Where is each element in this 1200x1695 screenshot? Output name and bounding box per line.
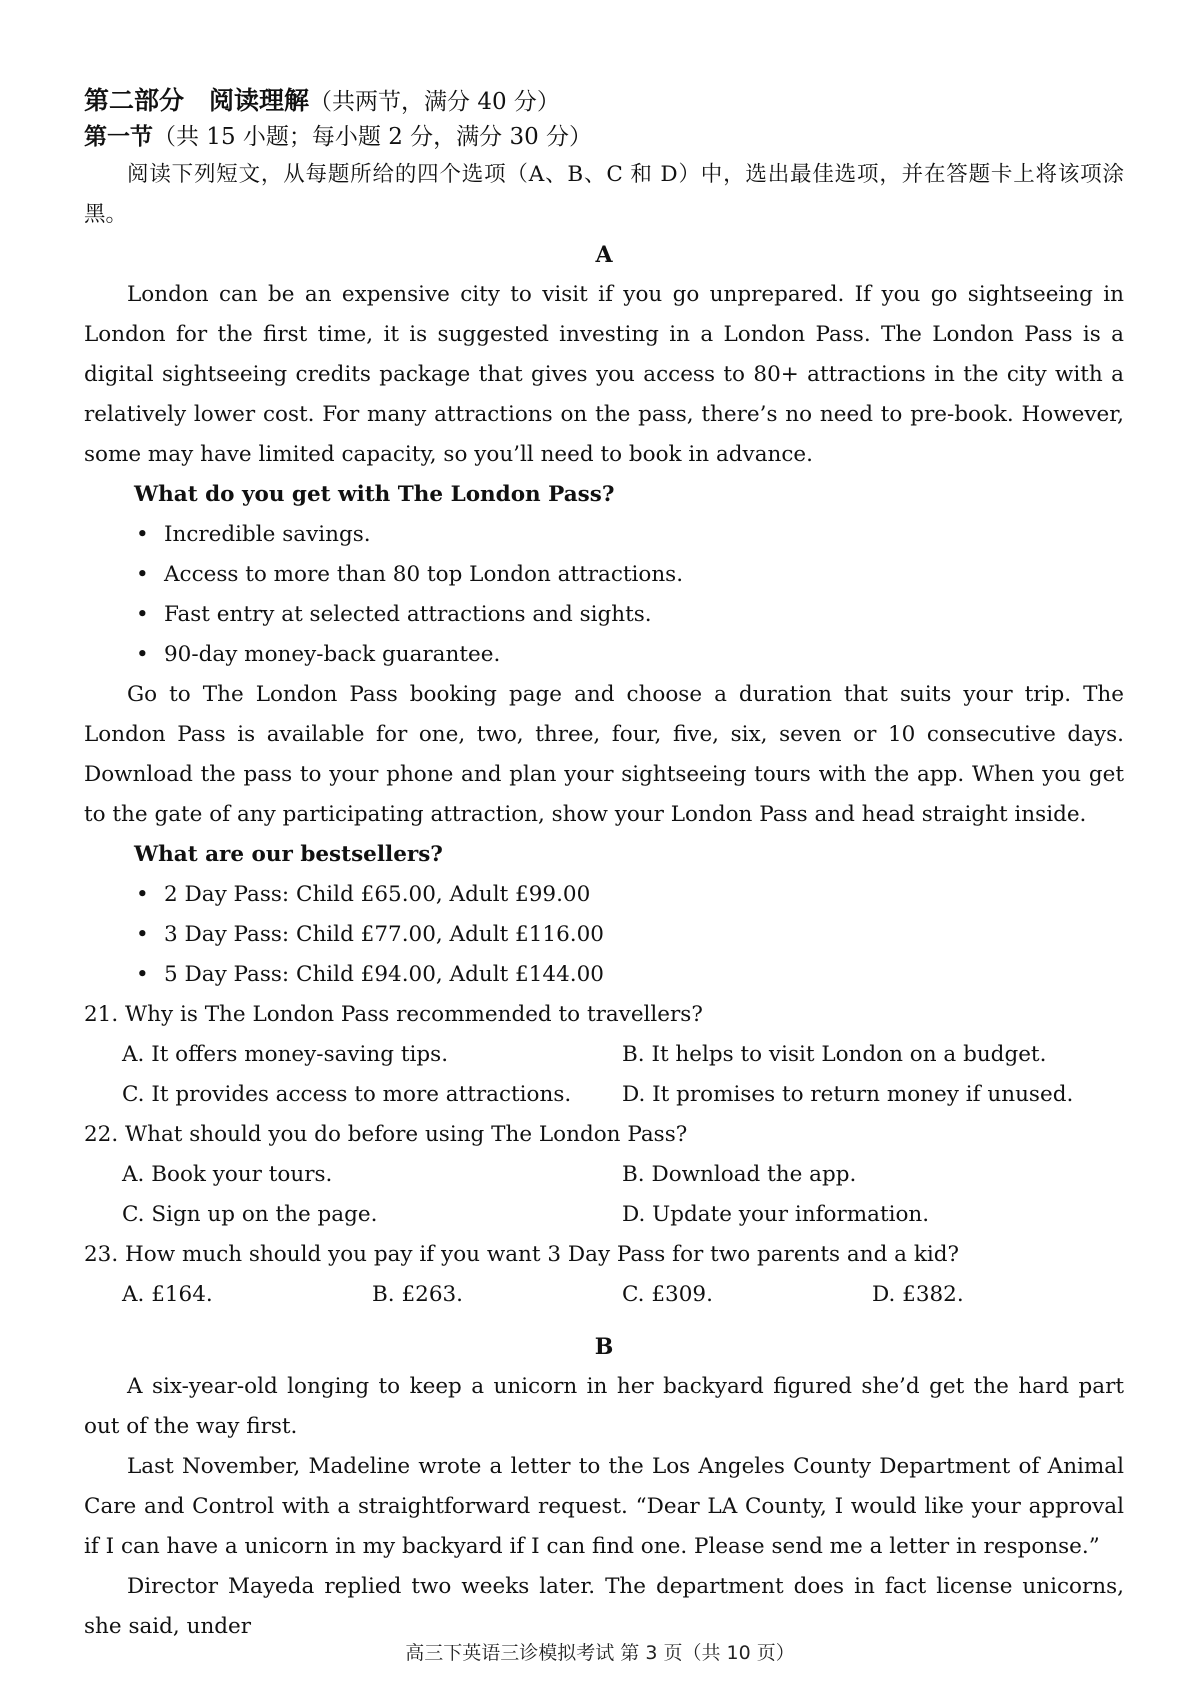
list-item: • Access to more than 80 top London attractions. xyxy=(136,555,1124,595)
passage-a-heading-1: What do you get with The London Pass? xyxy=(134,482,615,507)
question-23-stem: 23. How much should you pay if you want 3 Day Pass for two parents and a kid? xyxy=(84,1242,960,1267)
list-item: • 90-day money-back guarantee. xyxy=(136,635,1124,675)
option-a: A. £164. xyxy=(122,1282,213,1307)
passage-b-paragraph-3: Director Mayeda replied two weeks later. The department does in fact license unicorns, she said, under xyxy=(84,1574,1124,1639)
bestsellers-list xyxy=(84,875,1124,995)
question-22-stem: 22. What should you do before using The London Pass? xyxy=(84,1122,688,1147)
question-23-options xyxy=(84,1275,1124,1315)
question-21-options xyxy=(84,1035,1124,1115)
option-c: C. £309. xyxy=(622,1282,713,1307)
option-d: D. Update your information. xyxy=(622,1202,930,1227)
passage-b-paragraph-1: A six-year-old longing to keep a unicorn in her backyard figured she’d get the hard part out of the way first. xyxy=(84,1374,1124,1439)
option-c: C. Sign up on the page. xyxy=(122,1202,378,1227)
passage-b-label: B xyxy=(594,1334,614,1360)
list-item: • 3 Day Pass: Child £77.00, Adult £116.00 xyxy=(136,915,1124,955)
passage-a-heading-2: What are our bestsellers? xyxy=(134,842,443,867)
question-22-options xyxy=(84,1155,1124,1235)
instruction: 阅读下列短文，从每题所给的四个选项（A、B、C 和 D）中，选出最佳选项，并在答题卡上将该项涂黑。 xyxy=(84,162,1124,227)
list-item: • 5 Day Pass: Child £94.00, Adult £144.00 xyxy=(136,955,1124,995)
option-d: D. £382. xyxy=(872,1282,964,1307)
passage-a-paragraph-1: London can be an expensive city to visit if you go unprepared. If you go sightseeing in London for the first time, it is suggested investing in a London Pass. The London Pass is a digital sightseeing credits package that gives you access to 80+ attractions in the city with a relatively lower cost. For many attractions on the pass, there’s no need to pre-book. However, some may have limited capacity, so you’ll need to book in advance. xyxy=(84,282,1124,467)
exam-page xyxy=(84,84,1124,1647)
section-title-text: 第二部分 阅读理解 xyxy=(84,86,310,115)
subsection-note: （共 15 小题；每小题 2 分，满分 30 分） xyxy=(153,124,593,150)
option-b: B. It helps to visit London on a budget. xyxy=(622,1042,1047,1067)
subsection-title xyxy=(84,119,1124,155)
passage-a-paragraph-2: Go to The London Pass booking page and choose a duration that suits your trip. The London Pass is available for one, two, three, four, five, six, seven or 10 consecutive days. Download the pass to your phone and plan your sightseeing tours with the app. When you get to the gate of any participating attraction, show your London Pass and head straight inside. xyxy=(84,682,1124,827)
passage-a-label: A xyxy=(595,242,613,268)
question-21-stem: 21. Why is The London Pass recommended to travellers? xyxy=(84,1002,703,1027)
option-a: A. Book your tours. xyxy=(122,1162,333,1187)
section-title xyxy=(84,84,1124,119)
option-c: C. It provides access to more attractions. xyxy=(122,1082,572,1107)
page-footer: 高三下英语三诊模拟考试 第 3 页（共 10 页） xyxy=(405,1642,795,1664)
benefits-list xyxy=(84,515,1124,675)
option-d: D. It promises to return money if unused. xyxy=(622,1082,1074,1107)
passage-b-paragraph-2: Last November, Madeline wrote a letter to the Los Angeles County Department of Animal Care and Control with a straightforward request. “Dear LA County, I would like your approval if I can have a unicorn in my backyard if I can find one. Please send me a letter in response.” xyxy=(84,1454,1124,1559)
list-item: • Fast entry at selected attractions and sights. xyxy=(136,595,1124,635)
list-item: • 2 Day Pass: Child £65.00, Adult £99.00 xyxy=(136,875,1124,915)
list-item: • Incredible savings. xyxy=(136,515,1124,555)
section-title-note: （共两节，满分 40 分） xyxy=(309,89,560,115)
option-a: A. It offers money-saving tips. xyxy=(122,1042,449,1067)
option-b: B. Download the app. xyxy=(622,1162,857,1187)
option-b: B. £263. xyxy=(372,1282,464,1307)
subsection-title-text: 第一节 xyxy=(84,123,153,150)
